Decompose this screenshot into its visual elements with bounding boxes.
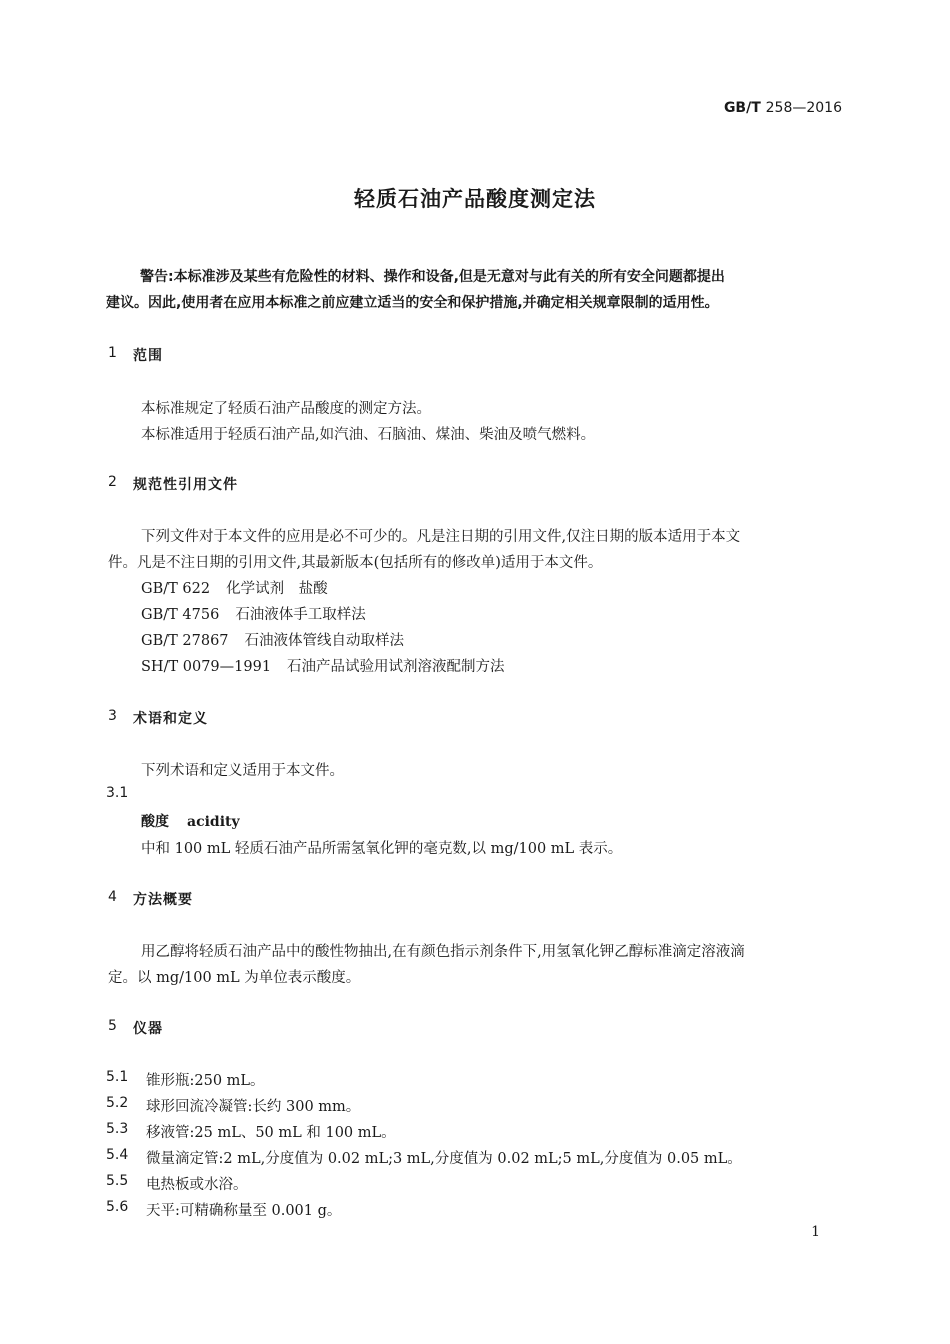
- reference-code: GB/T 27867: [141, 633, 229, 649]
- page-number: 1: [811, 1224, 820, 1240]
- term-number: 3.1: [106, 785, 129, 801]
- section-3-number: 3: [108, 708, 117, 724]
- section-1-heading: 范围: [133, 348, 163, 364]
- clause-text: 微量滴定管:2 mL,分度值为 0.02 mL;3 mL,分度值为 0.02 mL;5 mL,分度值为 0.05 mL。: [146, 1151, 742, 1167]
- reference-item: [141, 603, 366, 624]
- term-english: acidity: [187, 814, 240, 830]
- section-4-line-2: 定。以 mg/100 mL 为单位表示酸度。: [108, 970, 361, 986]
- clause-number: 5.6: [106, 1199, 129, 1215]
- clause-number: 5.5: [106, 1173, 129, 1189]
- section-2-intro-line-2: 件。凡是不注日期的引用文件,其最新版本(包括所有的修改单)适用于本文件。: [108, 555, 603, 571]
- clause-number: 5.4: [106, 1147, 129, 1163]
- warning-line-2: 建议。因此,使用者在应用本标准之前应建立适当的安全和保护措施,并确定相关规章限制的适用性。: [106, 295, 719, 311]
- reference-item: [141, 629, 404, 650]
- section-3-heading: 术语和定义: [133, 711, 208, 727]
- clause-number: 5.2: [106, 1095, 129, 1111]
- reference-title: 石油液体管线自动取样法: [244, 633, 405, 649]
- reference-title: 化学试剂 盐酸: [226, 581, 328, 597]
- section-5-heading: 仪器: [133, 1021, 163, 1037]
- section-4-heading: 方法概要: [133, 892, 193, 908]
- reference-title: 石油产品试验用试剂溶液配制方法: [287, 659, 505, 675]
- clause-text: 球形回流冷凝管:长约 300 mm。: [146, 1099, 361, 1115]
- section-2-heading: 规范性引用文件: [133, 477, 238, 493]
- term-chinese: 酸度: [141, 814, 169, 830]
- term-heading: [141, 811, 240, 831]
- section-1-paragraph-2: 本标准适用于轻质石油产品,如汽油、石脑油、煤油、柴油及喷气燃料。: [141, 427, 596, 443]
- section-3-intro: 下列术语和定义适用于本文件。: [141, 763, 344, 779]
- clause-text: 电热板或水浴。: [146, 1177, 248, 1193]
- reference-code: SH/T 0079—1991: [141, 659, 272, 675]
- standard-code: [724, 100, 842, 116]
- section-2-intro-line-1: 下列文件对于本文件的应用是必不可少的。凡是注日期的引用文件,仅注日期的版本适用于本文: [141, 529, 741, 545]
- warning-line-1: 警告:本标准涉及某些有危险性的材料、操作和设备,但是无意对与此有关的所有安全问题都提出: [140, 269, 725, 285]
- standard-code-number: 258—2016: [765, 100, 842, 116]
- reference-item: [141, 655, 505, 676]
- reference-title: 石油液体手工取样法: [235, 607, 366, 623]
- reference-code: GB/T 622: [141, 581, 211, 597]
- term-definition: 中和 100 mL 轻质石油产品所需氢氧化钾的毫克数,以 mg/100 mL 表示。: [141, 841, 623, 857]
- document-title: 轻质石油产品酸度测定法: [354, 187, 596, 211]
- section-1-number: 1: [108, 345, 117, 361]
- section-5-number: 5: [108, 1018, 117, 1034]
- section-2-number: 2: [108, 474, 117, 490]
- clause-text: 锥形瓶:250 mL。: [146, 1073, 265, 1089]
- clause-number: 5.3: [106, 1121, 129, 1137]
- reference-code: GB/T 4756: [141, 607, 220, 623]
- clause-text: 天平:可精确称量至 0.001 g。: [146, 1203, 342, 1219]
- reference-item: [141, 577, 328, 598]
- clause-text: 移液管:25 mL、50 mL 和 100 mL。: [146, 1125, 396, 1141]
- clause-number: 5.1: [106, 1069, 129, 1085]
- standard-code-prefix: GB/T: [723, 100, 761, 116]
- section-4-line-1: 用乙醇将轻质石油产品中的酸性物抽出,在有颜色指示剂条件下,用氢氧化钾乙醇标准滴定溶液滴: [141, 944, 745, 960]
- section-1-paragraph-1: 本标准规定了轻质石油产品酸度的测定方法。: [141, 401, 431, 417]
- section-4-number: 4: [108, 889, 117, 905]
